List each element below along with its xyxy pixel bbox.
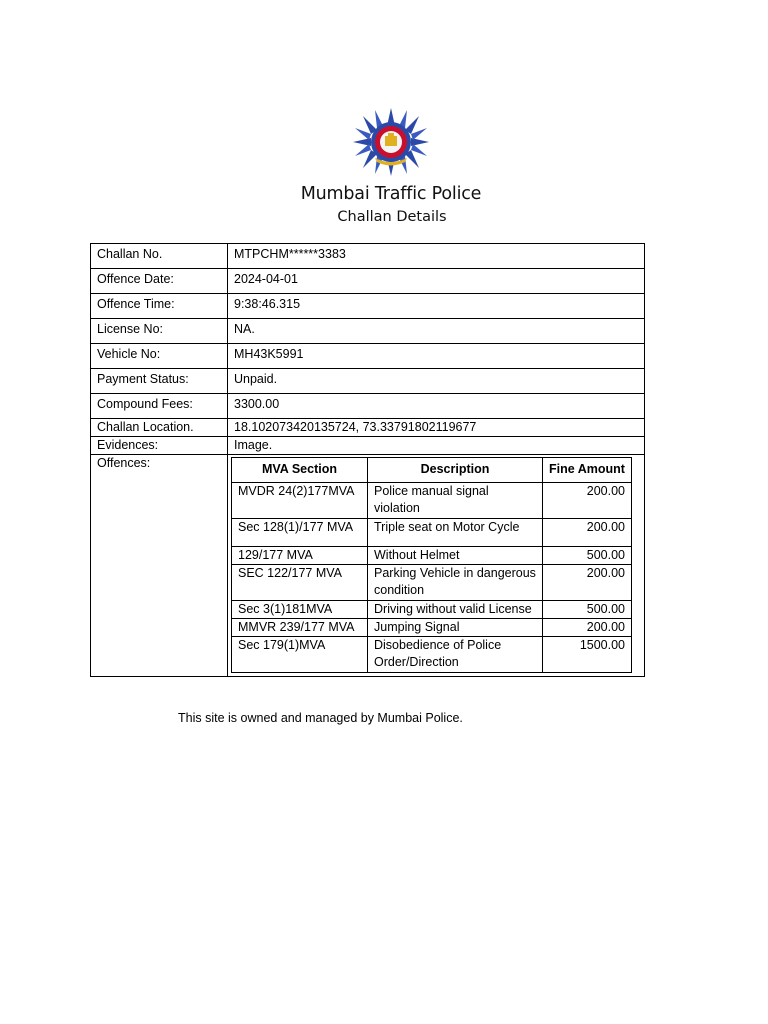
- offence-section: 129/177 MVA: [232, 547, 368, 565]
- challan-no-label: Challan No.: [91, 244, 228, 269]
- offence-time-label: Offence Time:: [91, 294, 228, 319]
- offence-description: Triple seat on Motor Cycle: [368, 519, 543, 547]
- compound-fees-label: Compound Fees:: [91, 394, 228, 419]
- offence-amount: 200.00: [543, 519, 632, 547]
- offence-description: Disobedience of Police Order/Direction: [368, 637, 543, 673]
- challan-no-value: MTPCHM******3383: [228, 244, 645, 269]
- offence-description: Driving without valid License: [368, 601, 543, 619]
- table-row: [91, 269, 645, 294]
- table-row: [91, 419, 645, 437]
- table-row: [232, 565, 632, 601]
- offence-amount: 200.00: [543, 565, 632, 601]
- offence-amount: 200.00: [543, 619, 632, 637]
- offence-description: Jumping Signal: [368, 619, 543, 637]
- offences-cell: [228, 455, 645, 677]
- column-header-description: Description: [368, 458, 543, 483]
- table-row: [91, 455, 645, 677]
- offence-section: MVDR 24(2)177MVA: [232, 483, 368, 519]
- mumbai-police-emblem-icon: [345, 106, 437, 178]
- offences-table: [231, 457, 632, 673]
- payment-status-value: Unpaid.: [228, 369, 645, 394]
- offence-amount: 1500.00: [543, 637, 632, 673]
- vehicle-no-label: Vehicle No:: [91, 344, 228, 369]
- table-row: [232, 519, 632, 547]
- license-no-label: License No:: [91, 319, 228, 344]
- page-title: Mumbai Traffic Police: [300, 184, 482, 204]
- table-row: [232, 601, 632, 619]
- offence-description: Parking Vehicle in dangerous condition: [368, 565, 543, 601]
- offence-section: Sec 128(1)/177 MVA: [232, 519, 368, 547]
- vehicle-no-value: MH43K5991: [228, 344, 645, 369]
- offence-date-value: 2024-04-01: [228, 269, 645, 294]
- offence-amount: 500.00: [543, 547, 632, 565]
- offences-header-row: [232, 458, 632, 483]
- challan-details-table: [90, 243, 645, 677]
- offence-section: MMVR 239/177 MVA: [232, 619, 368, 637]
- table-row: [91, 369, 645, 394]
- table-row: [91, 244, 645, 269]
- offence-time-value: 9:38:46.315: [228, 294, 645, 319]
- table-row: [91, 344, 645, 369]
- column-header-mva-section: MVA Section: [232, 458, 368, 483]
- table-row: [232, 483, 632, 519]
- offence-section: Sec 3(1)181MVA: [232, 601, 368, 619]
- table-row: [232, 547, 632, 565]
- evidences-value: Image.: [228, 437, 645, 455]
- challan-location-label: Challan Location.: [91, 419, 228, 437]
- offence-description: Police manual signal violation: [368, 483, 543, 519]
- license-no-value: NA.: [228, 319, 645, 344]
- table-row: [232, 637, 632, 673]
- offence-amount: 500.00: [543, 601, 632, 619]
- offences-label: Offences:: [91, 455, 228, 677]
- payment-status-label: Payment Status:: [91, 369, 228, 394]
- table-row: [91, 294, 645, 319]
- offence-amount: 200.00: [543, 483, 632, 519]
- offence-section: SEC 122/177 MVA: [232, 565, 368, 601]
- table-row: [91, 319, 645, 344]
- footer-text: This site is owned and managed by Mumbai Police.: [178, 711, 463, 725]
- offence-section: Sec 179(1)MVA: [232, 637, 368, 673]
- page-subtitle: Challan Details: [337, 209, 447, 225]
- evidences-label: Evidences:: [91, 437, 228, 455]
- table-row: [91, 437, 645, 455]
- table-row: [91, 394, 645, 419]
- offence-date-label: Offence Date:: [91, 269, 228, 294]
- offence-description: Without Helmet: [368, 547, 543, 565]
- challan-location-value: 18.102073420135724, 73.33791802119677: [228, 419, 645, 437]
- column-header-fine-amount: Fine Amount: [543, 458, 632, 483]
- compound-fees-value: 3300.00: [228, 394, 645, 419]
- table-row: [232, 619, 632, 637]
